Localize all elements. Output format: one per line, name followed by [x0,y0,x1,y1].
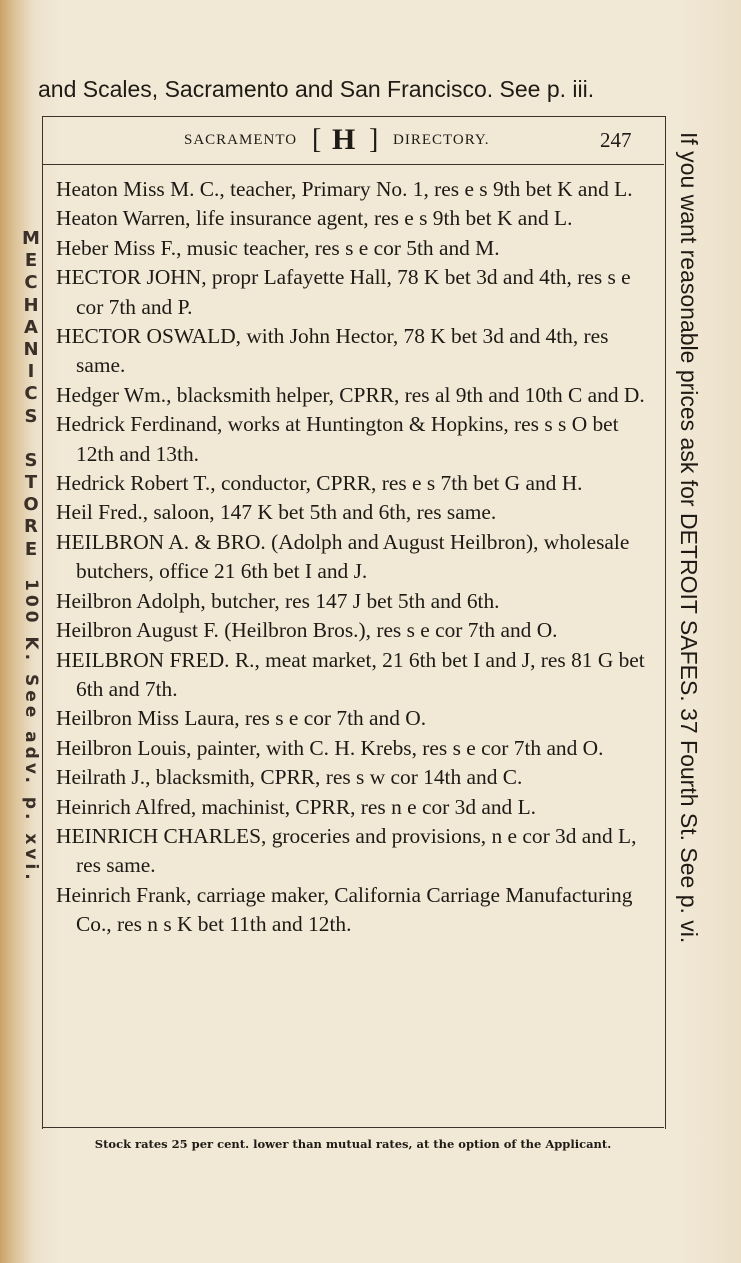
directory-entry: HECTOR JOHN, propr Lafayette Hall, 78 K bet 3d and 4th, res s e cor 7th and P. [56,265,631,319]
header-bracket-right: ] [369,124,379,155]
left-ad-letter: N [23,339,39,361]
left-ad-letter: M [22,228,40,249]
left-ad-letter: S [24,449,38,471]
directory-entry: Heber Miss F., music teacher, res s e cor 5th and M. [56,235,500,260]
directory-entry: Heilbron Miss Laura, res s e cor 7th and O. [56,706,427,731]
directory-entry: HEILBRON A. & BRO. (Adolph and August Heilbron), wholesale butchers, office 21 6th bet I and J. [56,529,630,584]
left-ad-letter: I [27,361,35,383]
left-ad-letter: E [24,538,38,560]
running-header [42,123,664,162]
left-advertisement [20,228,42,884]
bottom-rule [42,1127,664,1128]
directory-entry: Heaton Warren, life insurance agent, res e s 9th bet K and L. [56,206,573,231]
left-ad-letter: H [23,294,39,316]
top-advertisement: and Scales, Sacramento and San Francisco. See p. iii. [38,76,595,102]
left-ad-letter: E [24,250,38,272]
directory-entry: Heilbron Louis, painter, with C. H. Krebs, res s e cor 7th and O. [56,735,604,760]
left-ad-letter: C [24,272,38,294]
directory-entry: Heinrich Alfred, machinist, CPRR, res n e cor 3d and L. [56,794,537,819]
header-letter: H [332,123,356,156]
directory-entry: HEILBRON FRED. R., meat market, 21 6th bet I and J, res 81 G bet 6th and 7th. [56,647,645,701]
directory-entry: Heaton Miss M. C., teacher, Primary No. 1, res e s 9th bet K and L. [56,177,633,201]
directory-entry: HECTOR OSWALD, with John Hector, 78 K bet 3d and 4th, res same. [56,324,609,378]
left-ad-letter: C [24,383,38,405]
left-ad-letter: R [24,516,38,538]
directory-entry: HEINRICH CHARLES, groceries and provisions, n e cor 3d and L, res same. [56,823,637,878]
footer-notice: Stock rates 25 per cent. lower than mutual rates, at the option of the Applicant. [94,1137,612,1151]
header-directory: DIRECTORY. [393,132,490,148]
left-ad-text: 100 K. See adv. p. xvi. [21,578,41,884]
directory-entry: Heinrich Frank, carriage maker, California Carriage Manufacturing Co., res n s K bet 11th and 12th. [56,882,633,937]
directory-entry: Hedrick Robert T., conductor, CPRR, res e s 7th bet G and H. [56,471,583,496]
directory-entry: Hedger Wm., blacksmith helper, CPRR, res al 9th and 10th C and D. [56,382,645,407]
right-advertisement: If you want reasonable prices ask for DETROIT SAFES. 37 Fourth St. See p. vi. [676,132,702,944]
left-ad-letter: T [24,472,38,494]
header-city: SACRAMENTO [184,132,298,148]
header-bracket-left: [ [312,124,322,155]
page-number: 247 [600,128,632,152]
directory-entry: Heilbron August F. (Heilbron Bros.), res s e cor 7th and O. [56,618,558,643]
directory-entries [56,175,646,940]
left-ad-letter: O [23,494,39,516]
left-ad-letters [22,228,40,561]
directory-entry: Heilbron Adolph, butcher, res 147 J bet 5th and 6th. [56,588,500,613]
left-ad-letter: A [24,316,38,338]
directory-entry: Heil Fred., saloon, 147 K bet 5th and 6th, res same. [56,500,497,525]
directory-entry: Heilrath J., blacksmith, CPRR, res s w cor 14th and C. [56,765,523,790]
left-ad-letter: S [24,405,38,427]
directory-entry: Hedrick Ferdinand, works at Huntington & Hopkins, res s s O bet 12th and 13th. [56,412,619,466]
header-rule [42,164,664,165]
